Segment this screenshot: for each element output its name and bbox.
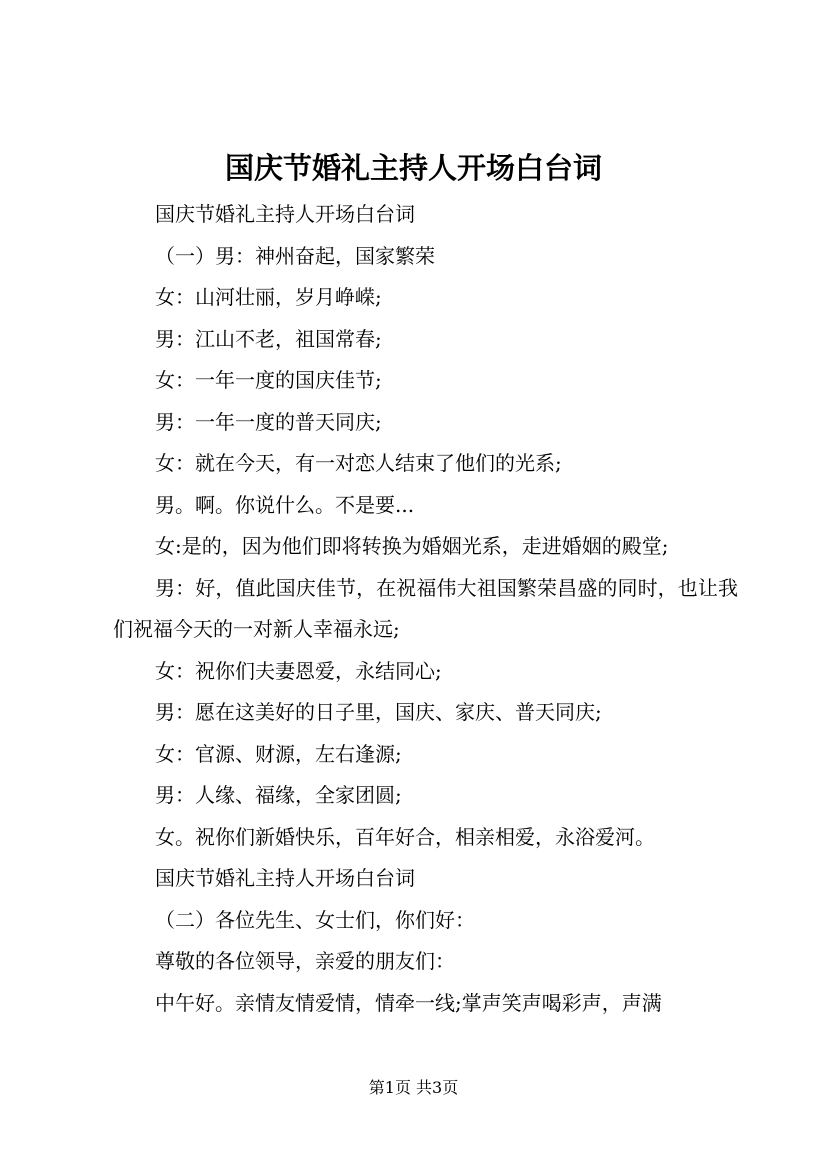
paragraph: 女：祝你们夫妻恩爱，永结同心; — [155, 658, 442, 683]
paragraph: 男：人缘、福缘，全家团圆; — [155, 783, 402, 807]
paragraph: 女：就在今天，有一对恋人结束了他们的光系; — [155, 451, 562, 475]
paragraph: 尊敬的各位领导，亲爱的朋友们： — [155, 949, 455, 973]
paragraph: 男：江山不老，祖国常春; — [155, 326, 382, 351]
paragraph: 国庆节婚礼主持人开场白台词 — [155, 866, 415, 890]
paragraph: 女：一年一度的国庆佳节; — [155, 368, 382, 392]
paragraph: 男：好，值此国庆佳节，在祝福伟大祖国繁荣昌盛的同时，也让我们祝福今天的一对新人幸福永远; — [113, 575, 738, 641]
paragraph: 中午好。亲情友情爱情，情牵一线;掌声笑声喝彩声，声满 — [155, 990, 662, 1015]
paragraph: 女：官源、财源，左右逢源; — [155, 741, 402, 766]
page-number-footer: 第1页 共3页 — [368, 1078, 459, 1097]
paragraph: （二）各位先生、女士们，你们好： — [155, 907, 475, 932]
paragraph: 国庆节婚礼主持人开场白台词 — [155, 202, 415, 226]
paragraph: 男：愿在这美好的日子里，国庆、家庆、普天同庆; — [155, 700, 602, 724]
paragraph: 女：山河壮丽，岁月峥嵘; — [155, 285, 382, 309]
paragraph: 男：一年一度的普天同庆; — [155, 409, 382, 434]
document-body — [113, 194, 738, 1024]
paragraph: （一）男：神州奋起，国家繁荣 — [155, 243, 435, 268]
paragraph: 女。祝你们新婚快乐，百年好合，相亲相爱，永浴爱河。 — [155, 824, 655, 849]
document-title: 国庆节婚礼主持人开场白台词 — [224, 151, 602, 185]
paragraph: 男。啊。你说什么。不是要... — [155, 492, 415, 517]
paragraph: 女:是的，因为他们即将转换为婚姻光系，走进婚姻的殿堂; — [155, 534, 669, 558]
